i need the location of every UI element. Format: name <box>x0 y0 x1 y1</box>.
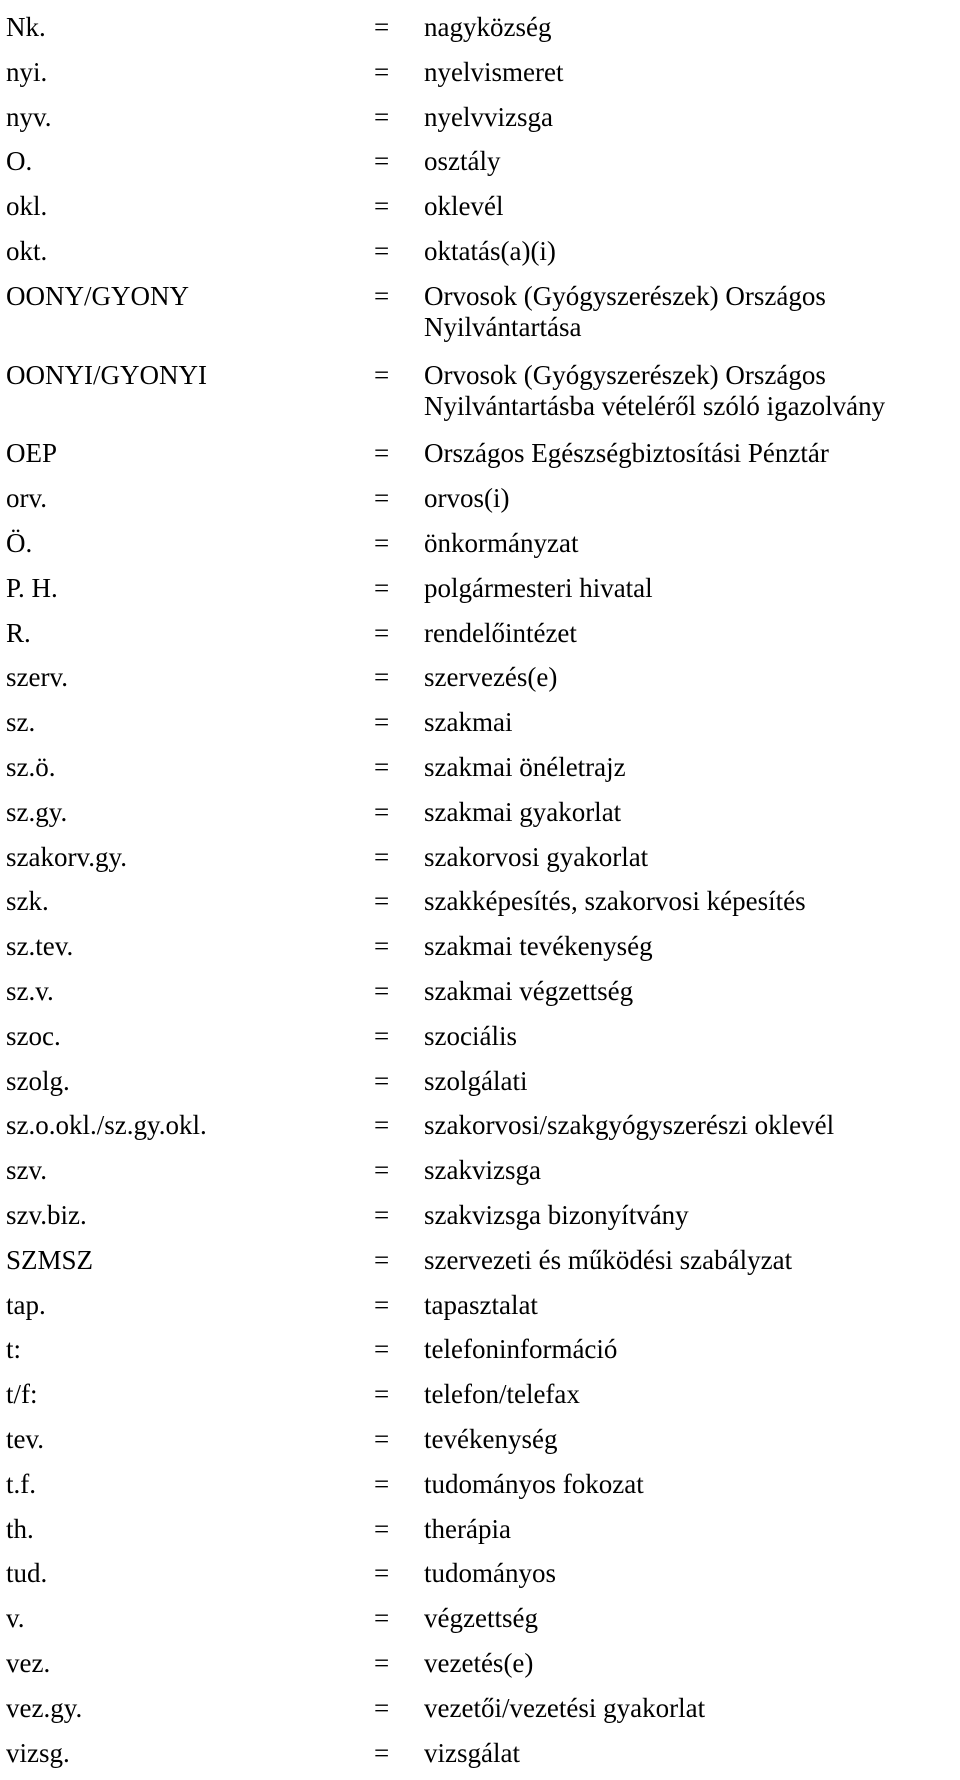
abbreviation-definition <box>424 1553 954 1587</box>
equals-sign: = <box>374 931 390 962</box>
equals-sign: = <box>374 1648 390 1678</box>
equals-sign: = <box>374 359 390 390</box>
abbreviation-term: sz.o.okl./sz.gy.okl. <box>6 1110 207 1141</box>
abbreviation-definition <box>424 231 954 265</box>
abbreviation-entry <box>0 440 960 480</box>
definition-line: tevékenység <box>424 1424 558 1454</box>
equals-sign: = <box>374 1110 390 1141</box>
definition-line: oklevél <box>424 191 504 222</box>
equals-sign: = <box>374 886 390 917</box>
equals-sign: = <box>374 146 390 177</box>
definition-line: osztály <box>424 146 501 177</box>
abbreviation-term: orv. <box>6 483 47 514</box>
equals-sign: = <box>374 1020 390 1051</box>
abbreviation-term: okl. <box>6 191 48 222</box>
abbreviation-entry <box>0 1244 960 1287</box>
definition-line: tudományos fokozat <box>424 1468 644 1499</box>
abbreviation-entry <box>0 617 960 660</box>
abbreviation-definition <box>424 1329 954 1363</box>
abbreviation-term: nyi. <box>6 56 48 87</box>
abbreviation-entry <box>0 1692 960 1735</box>
abbreviation-entry <box>0 1737 960 1780</box>
definition-line: önkormányzat <box>424 528 579 558</box>
definition-line: szakmai tevékenység <box>424 931 653 962</box>
equals-sign: = <box>374 191 390 222</box>
abbreviation-definition <box>424 1150 954 1184</box>
abbreviation-term: t: <box>6 1334 22 1365</box>
abbreviation-definition <box>424 1509 954 1543</box>
abbreviation-definition <box>424 792 954 826</box>
definition-line: szakorvosi/szakgyógyszerészi oklevél <box>424 1110 835 1141</box>
abbreviation-term: P. H. <box>6 572 58 603</box>
abbreviation-term: szolg. <box>6 1065 70 1096</box>
abbreviation-entry <box>0 280 960 342</box>
abbreviation-entry <box>0 664 960 704</box>
definition-line: rendelőintézet <box>424 617 577 648</box>
abbreviation-definition <box>424 523 954 557</box>
abbreviation-entry <box>0 238 960 278</box>
abbreviation-definition <box>424 1105 954 1139</box>
abbreviation-term: sz. <box>6 707 36 738</box>
abbreviation-term: O. <box>6 146 33 177</box>
equals-sign: = <box>374 1737 390 1768</box>
abbreviation-term: OONYI/GYONYI <box>6 359 207 390</box>
abbreviation-term: nyv. <box>6 101 52 132</box>
abbreviation-definition <box>424 1240 954 1274</box>
abbreviation-term: sz.ö. <box>6 752 56 782</box>
abbreviation-definition <box>424 1285 954 1319</box>
abbreviation-definition <box>424 568 954 602</box>
definition-line: Orvosok (Gyógyszerészek) Országos <box>424 280 826 311</box>
definition-line: telefon/telefax <box>424 1379 580 1410</box>
abbreviation-definition <box>424 613 954 647</box>
definition-line: végzettség <box>424 1603 538 1634</box>
abbreviation-entry <box>0 1560 960 1600</box>
equals-sign: = <box>374 438 390 469</box>
definition-line: szakvizsga <box>424 1155 541 1186</box>
equals-sign: = <box>374 1244 390 1275</box>
abbreviation-definition <box>424 1464 954 1498</box>
equals-sign: = <box>374 1334 390 1365</box>
abbreviation-definition <box>424 971 954 1005</box>
definition-line: oktatás(a)(i) <box>424 236 556 266</box>
equals-sign: = <box>374 1513 390 1544</box>
abbreviation-entry <box>0 193 960 233</box>
abbreviation-definition <box>424 7 954 41</box>
definition-line: szakvizsga bizonyítvány <box>424 1200 689 1230</box>
definition-line: nagyközség <box>424 12 552 42</box>
abbreviation-definition <box>424 478 954 512</box>
abbreviation-definition <box>424 1016 954 1050</box>
definition-line: polgármesteri hivatal <box>424 572 653 603</box>
abbreviation-entry <box>0 1650 960 1690</box>
equals-sign: = <box>374 528 390 558</box>
abbreviation-definition <box>424 186 954 220</box>
abbreviation-definition <box>424 747 954 781</box>
definition-line: szakmai végzettség <box>424 976 634 1006</box>
abbreviation-term: szk. <box>6 886 49 917</box>
equals-sign: = <box>374 1155 390 1186</box>
definition-line: szakmai gyakorlat <box>424 796 622 827</box>
abbreviation-term: v. <box>6 1603 25 1634</box>
equals-sign: = <box>374 1065 390 1096</box>
abbreviation-term: vizsg. <box>6 1737 70 1768</box>
definition-line: Orvosok (Gyógyszerészek) Országos <box>424 359 826 390</box>
definition-line: orvos(i) <box>424 483 510 514</box>
definition-line: vezetés(e) <box>424 1648 534 1678</box>
abbreviation-entry <box>0 1202 960 1242</box>
definition-line: szakmai önéletrajz <box>424 752 626 782</box>
equals-sign: = <box>374 796 390 827</box>
definition-line: tudományos <box>424 1558 556 1589</box>
definition-line: Országos Egészségbiztosítási Pénztár <box>424 438 829 469</box>
abbreviation-definition <box>424 355 954 423</box>
definition-line: szociális <box>424 1020 517 1051</box>
equals-sign: = <box>374 236 390 266</box>
abbreviation-term: t.f. <box>6 1468 36 1499</box>
abbreviation-definition <box>424 702 954 736</box>
abbreviation-entry <box>0 1289 960 1332</box>
equals-sign: = <box>374 976 390 1006</box>
abbreviation-entry <box>0 709 960 749</box>
abbreviation-definition <box>424 881 954 915</box>
abbreviation-term: tap. <box>6 1289 46 1320</box>
abbreviation-definition <box>424 1195 954 1229</box>
abbreviation-term: OEP <box>6 438 58 469</box>
equals-sign: = <box>374 662 390 693</box>
abbreviation-term: sz.gy. <box>6 796 68 827</box>
equals-sign: = <box>374 1424 390 1454</box>
abbreviation-entry <box>0 754 960 794</box>
definition-line: vezetői/vezetési gyakorlat <box>424 1692 706 1723</box>
abbreviation-entry <box>0 485 960 525</box>
equals-sign: = <box>374 572 390 603</box>
definition-line: szakképesítés, szakorvosi képesítés <box>424 886 806 917</box>
abbreviation-definition <box>424 1688 954 1722</box>
abbreviation-definition <box>424 433 954 467</box>
abbreviation-entry <box>0 1336 960 1376</box>
abbreviation-term: szerv. <box>6 662 68 693</box>
abbreviation-definition <box>424 657 954 691</box>
abbreviation-definition <box>424 1643 954 1677</box>
abbreviation-entry <box>0 14 960 54</box>
abbreviation-entry <box>0 1381 960 1421</box>
abbreviation-term: szv.biz. <box>6 1200 87 1230</box>
equals-sign: = <box>374 1468 390 1499</box>
equals-sign: = <box>374 707 390 738</box>
abbreviation-definition <box>424 1733 954 1767</box>
abbreviation-entry <box>0 101 960 144</box>
abbreviation-entry <box>0 933 960 973</box>
definition-line: nyelvismeret <box>424 56 564 87</box>
equals-sign: = <box>374 12 390 42</box>
definition-line: nyelvvizsga <box>424 101 553 132</box>
abbreviation-term: tud. <box>6 1558 48 1589</box>
abbreviation-entry <box>0 1426 960 1466</box>
abbreviation-entry <box>0 888 960 928</box>
definition-line: szakorvosi gyakorlat <box>424 841 649 872</box>
abbreviation-term: vez.gy. <box>6 1692 83 1723</box>
equals-sign: = <box>374 483 390 514</box>
abbreviation-entry <box>0 359 960 421</box>
definition-line: Nyilvántartása <box>424 311 582 342</box>
definition-line: therápia <box>424 1513 511 1544</box>
abbreviation-term: szoc. <box>6 1020 61 1051</box>
abbreviation-definition <box>424 52 954 86</box>
abbreviation-term: szakorv.gy. <box>6 841 127 872</box>
abbreviation-term: R. <box>6 617 31 648</box>
equals-sign: = <box>374 280 390 311</box>
abbreviation-entry <box>0 1513 960 1556</box>
equals-sign: = <box>374 752 390 782</box>
equals-sign: = <box>374 101 390 132</box>
abbreviation-term: szv. <box>6 1155 47 1186</box>
abbreviation-term: okt. <box>6 236 48 266</box>
definition-line: szervezeti és működési szabályzat <box>424 1244 793 1275</box>
abbreviation-term: t/f: <box>6 1379 38 1410</box>
abbreviation-entry <box>0 148 960 188</box>
definition-line: Nyilvántartásba vételéről szóló igazolvány <box>424 390 886 421</box>
abbreviation-term: SZMSZ <box>6 1244 94 1275</box>
definition-line: vizsgálat <box>424 1737 520 1768</box>
abbreviation-term: OONY/GYONY <box>6 280 189 311</box>
definition-line: telefoninformáció <box>424 1334 618 1365</box>
abbreviation-term: sz.v. <box>6 976 54 1006</box>
abbreviation-definition <box>424 97 954 131</box>
abbreviation-term: vez. <box>6 1648 51 1678</box>
abbreviation-definition <box>424 141 954 175</box>
abbreviation-definition <box>424 926 954 960</box>
abbreviation-definition <box>424 837 954 871</box>
abbreviation-definition <box>424 1061 954 1095</box>
equals-sign: = <box>374 1603 390 1634</box>
abbreviation-definition <box>424 1598 954 1632</box>
abbreviation-definition <box>424 1374 954 1408</box>
equals-sign: = <box>374 1692 390 1723</box>
abbreviation-entry <box>0 1605 960 1645</box>
equals-sign: = <box>374 1558 390 1589</box>
definition-line: szolgálati <box>424 1065 528 1096</box>
definition-line: tapasztalat <box>424 1289 538 1320</box>
equals-sign: = <box>374 1379 390 1410</box>
abbreviation-term: th. <box>6 1513 34 1544</box>
abbreviation-entry <box>0 1112 960 1152</box>
abbreviation-term: tev. <box>6 1424 44 1454</box>
abbreviation-entry <box>0 1468 960 1511</box>
abbreviation-term: sz.tev. <box>6 931 74 962</box>
abbreviation-definition <box>424 1419 954 1453</box>
abbreviation-entry <box>0 1065 960 1108</box>
abbreviation-term: Nk. <box>6 12 46 42</box>
abbreviation-entry <box>0 530 960 570</box>
abbreviation-entry <box>0 796 960 839</box>
abbreviation-entry <box>0 1157 960 1197</box>
abbreviation-entry <box>0 978 960 1018</box>
abbreviation-entry <box>0 1020 960 1063</box>
equals-sign: = <box>374 1200 390 1230</box>
equals-sign: = <box>374 841 390 872</box>
abbreviation-entry <box>0 56 960 99</box>
equals-sign: = <box>374 56 390 87</box>
abbreviation-entry <box>0 841 960 884</box>
definition-line: szakmai <box>424 707 513 738</box>
equals-sign: = <box>374 617 390 648</box>
abbreviation-entry <box>0 572 960 615</box>
abbreviation-definition <box>424 276 954 344</box>
abbreviation-term: Ö. <box>6 528 33 558</box>
definition-line: szervezés(e) <box>424 662 558 693</box>
equals-sign: = <box>374 1289 390 1320</box>
